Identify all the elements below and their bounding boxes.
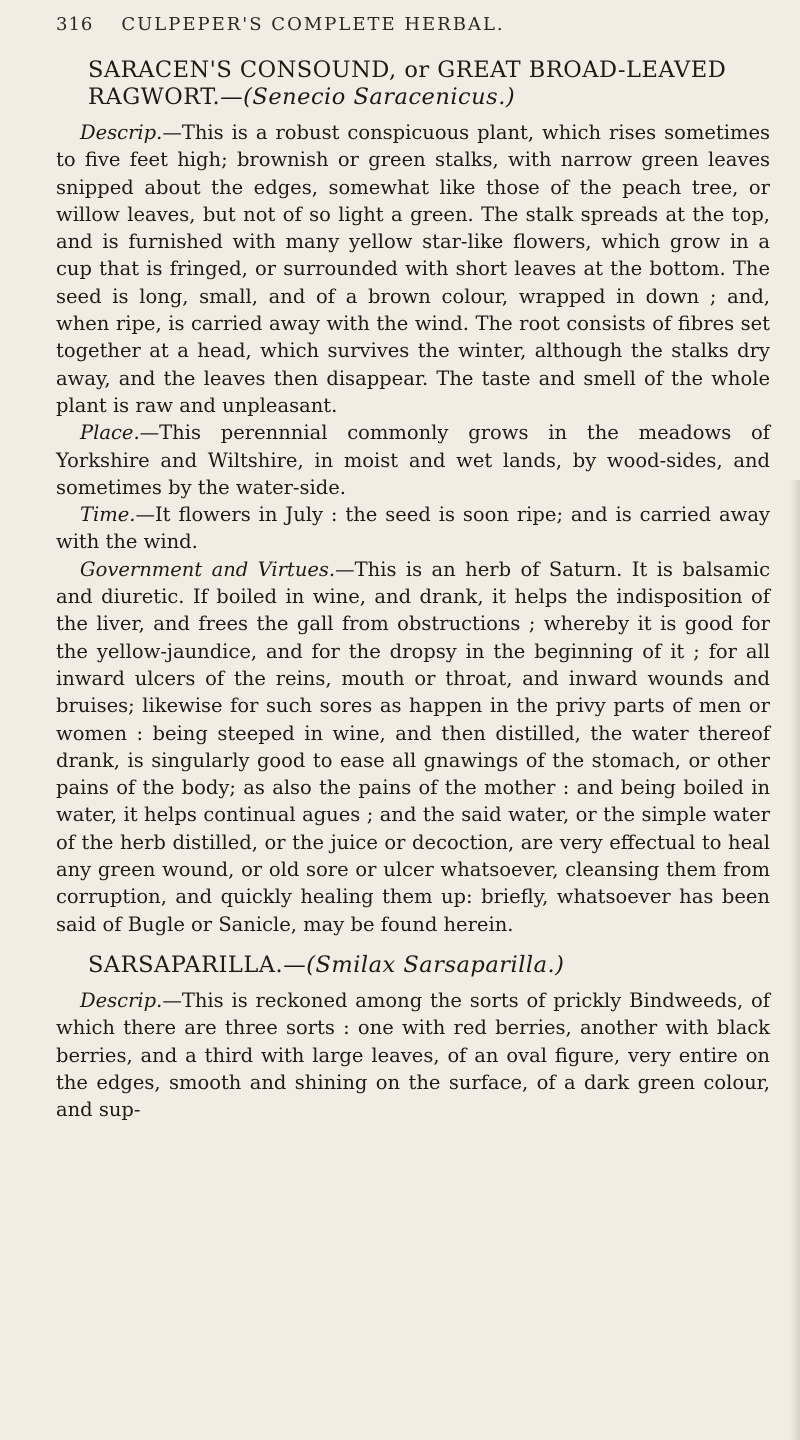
entry-heading (56, 952, 770, 979)
entry-heading: SARACEN'S CONSOUND, or GREAT BROAD-LEAVED RAGWORT.—(Senecio Saracenicus.) (88, 57, 727, 110)
entry-title: SARACEN'S CONSOUND, or GREAT BROAD-LEAVED RAGWORT. (88, 57, 727, 110)
paragraph (56, 119, 770, 419)
paragraph-text: —This is reckoned among the sorts of prickly Bindweeds, of which there are three sorts : one with red berries, another with black berries, and a third with large leaves, of an oval figure, very entire on the edges, smooth and shining on the surface, of a dark green colour, and sup- (56, 988, 770, 1122)
paragraph-label: Place. (80, 421, 140, 445)
paragraph (56, 501, 770, 556)
entry-latin-name: (Smilax Sarsaparilla.) (306, 951, 565, 978)
paragraph-label: Descrip. (80, 988, 163, 1012)
paragraph-text: —It flowers in July : the seed is soon ripe; and is carried away with the wind. (56, 503, 770, 554)
paragraph-text: —This perennnial commonly grows in the meadows of Yorkshire and Wiltshire, in moist and wet lands, by wood-sides, and sometimes by the water-side. (56, 421, 770, 499)
page-edge-shadow (790, 480, 800, 1440)
paragraph (56, 556, 770, 938)
entry-title: SARSAPARILLA.— (88, 951, 307, 978)
running-title: CULPEPER'S COMPLETE HERBAL. (121, 14, 505, 35)
paragraph-label: Descrip. (80, 121, 163, 144)
paragraph-text: —This is a robust conspicuous plant, which rises sometimes to five feet high; brownish or green stalks, with narrow green leaves snipped about the edges, somewhat like those of the peach tree, or willow leaves, but not of so light a green. The stalk spreads at the top, and is furnished with many yellow star-like flowers, which grow in a cup that is fringed, or surrounded with short leaves at the bottom. The seed is long, small, and of a brown colour, wrapped in down ; and, when ripe, is carried away with the wind. The root consists of fibres set together at a head, which survives the winter, although the stalks dry away, and the leaves then disappear. The taste and smell of the whole plant is raw and unpleasant. (56, 121, 770, 417)
paragraph-label: Time. (80, 503, 136, 527)
paragraph (56, 419, 770, 501)
paragraph-text: —This is an herb of Saturn. It is balsamic and diuretic. If boiled in wine, and drank, it helps the indisposition of the liver, and frees the gall from obstructions ; whereby it is good for the yellow-jaundice, and for the dropsy in the beginning of it ; for all inward ulcers of the reins, mouth or throat, and inward wounds and bruises; likewise for such sores as happen in the privy parts of men or women : being steeped in wine, and then distilled, the water thereof drank, is singularly good to ease all gnawings of the stomach, or other pains of the body; as also the pains of the mother : and being boiled in water, it helps continual agues ; and the said water, or the simple water of the herb distilled, or the juice or decoction, are very effectual to heal any green wound, or old sore or ulcer whatsoever, cleansing them from corruption, and quickly healing them up: briefly, whatsoever has been said of Bugle or Sanicle, may be found herein. (56, 557, 770, 936)
page-header (56, 14, 770, 35)
paragraph (56, 987, 770, 1123)
entry-latin-name: (Senecio Saracenicus.) (243, 84, 516, 110)
page-number: 316 (56, 14, 94, 35)
paragraph-label: Government and Virtues. (80, 557, 336, 581)
